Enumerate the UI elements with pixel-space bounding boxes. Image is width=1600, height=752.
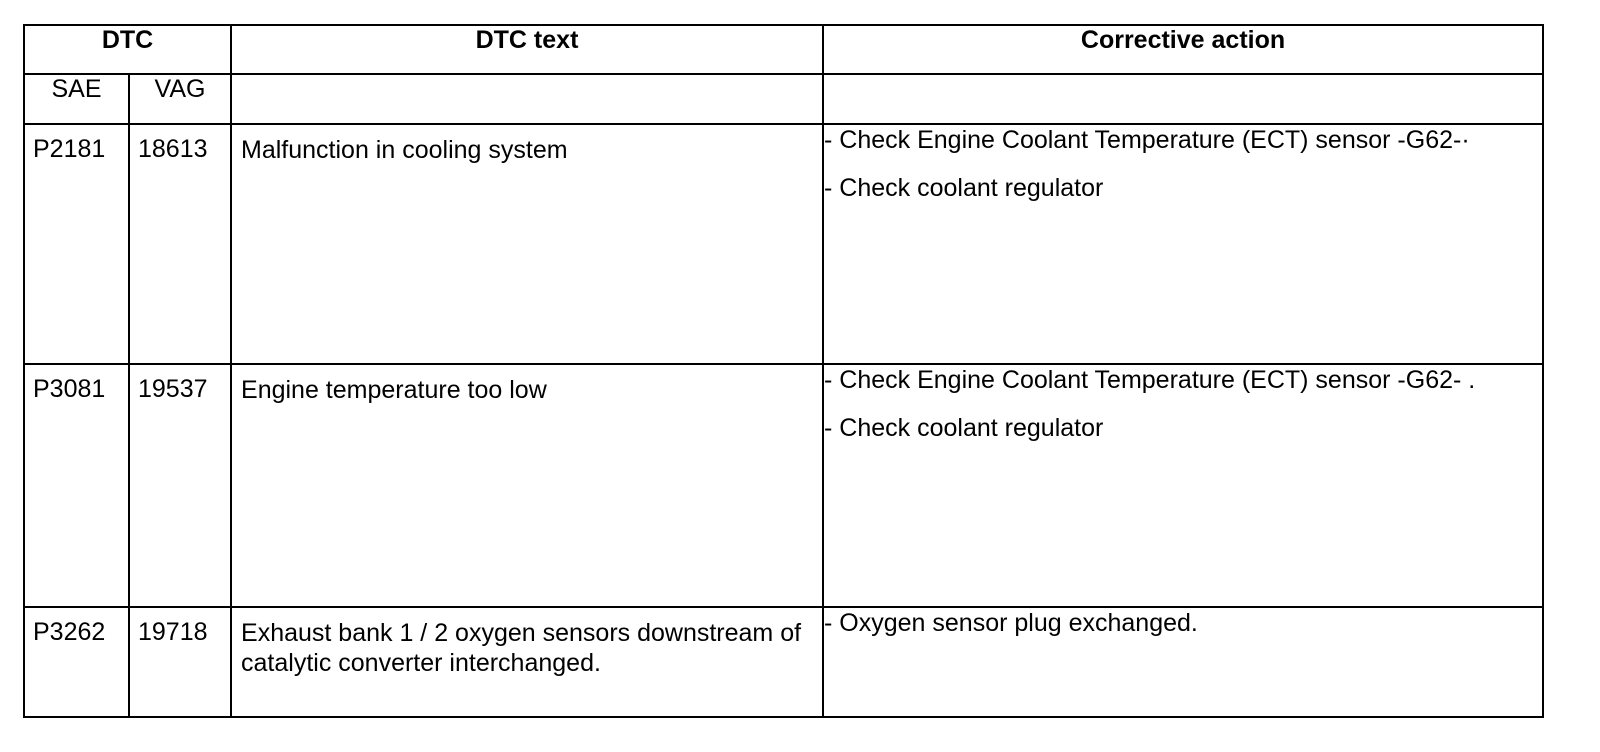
subheader-sae: SAE (24, 74, 129, 124)
corrective-action-item: - Oxygen sensor plug exchanged. (824, 609, 1198, 637)
table-header-row (24, 25, 1543, 74)
sae-code: P3262 (33, 618, 106, 646)
header-dtc-text: DTC text (231, 25, 823, 74)
table-row (24, 607, 1543, 717)
sae-code-cell (24, 124, 129, 364)
vag-code-cell (129, 124, 231, 364)
sae-code-cell (24, 364, 129, 607)
subheader-empty-cell (231, 74, 823, 124)
sae-code: P3081 (33, 375, 106, 403)
vag-code-cell (129, 607, 231, 717)
dtc-text-cell (231, 607, 823, 717)
table-row (24, 364, 1543, 607)
vag-code: 19718 (138, 618, 208, 646)
table-subheader-row (24, 74, 1543, 124)
corrective-action-item: - Check Engine Coolant Temperature (ECT) sensor -G62-· (824, 126, 1470, 154)
corrective-action-cell (823, 124, 1543, 364)
dtc-text-cell (231, 124, 823, 364)
dtc-text-cell (231, 364, 823, 607)
vag-code-cell (129, 364, 231, 607)
dtc-text: Engine temperature too low (241, 376, 547, 404)
corrective-action-cell (823, 607, 1543, 717)
corrective-action-cell (823, 364, 1543, 607)
table-row (24, 124, 1543, 364)
corrective-action-item: - Check coolant regulator (824, 174, 1104, 202)
vag-code: 19537 (138, 375, 208, 403)
header-dtc: DTC (24, 25, 231, 74)
subheader-vag: VAG (129, 74, 231, 124)
dtc-table (23, 24, 1544, 718)
sae-code-cell (24, 607, 129, 717)
header-corrective-action: Corrective action (823, 25, 1543, 74)
vag-code: 18613 (138, 135, 208, 163)
corrective-action-item: - Check coolant regulator (824, 414, 1104, 442)
dtc-text: Exhaust bank 1 / 2 oxygen sensors downstream of catalytic converter interchanged. (241, 619, 802, 677)
corrective-action-item: - Check Engine Coolant Temperature (ECT) sensor -G62- . (824, 366, 1476, 394)
dtc-text: Malfunction in cooling system (241, 136, 568, 164)
subheader-empty-cell (823, 74, 1543, 124)
sae-code: P2181 (33, 135, 106, 163)
